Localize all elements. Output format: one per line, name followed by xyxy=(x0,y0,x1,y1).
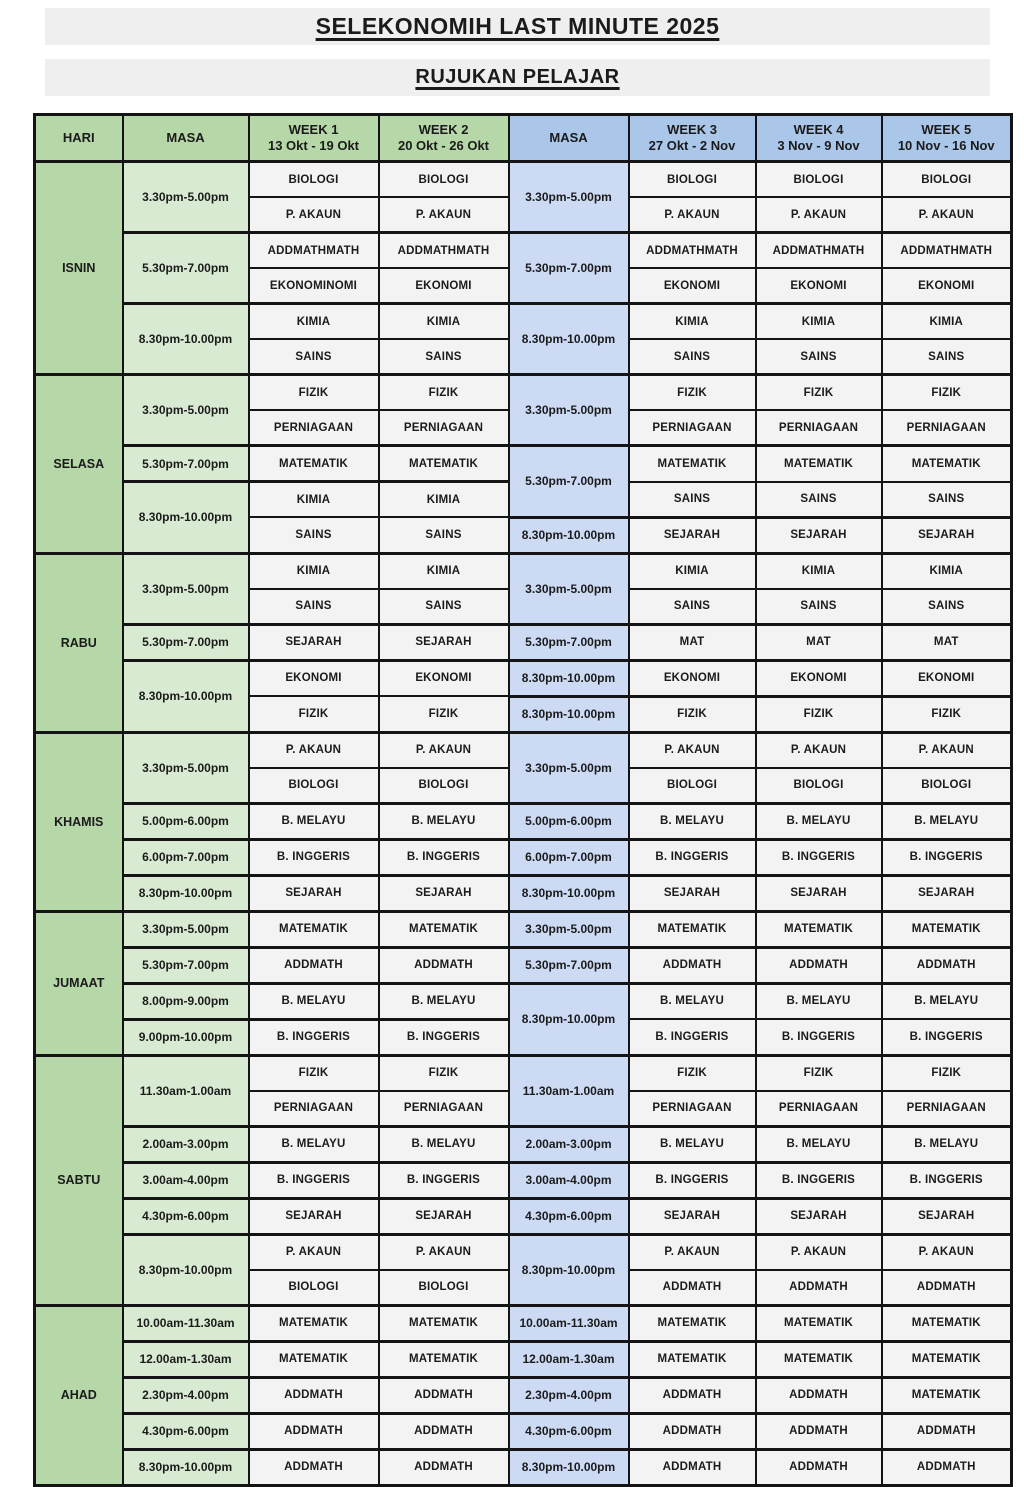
subject-cell-week4: MATEMATIK xyxy=(756,911,882,947)
time-cell-right: 6.00pm-7.00pm xyxy=(509,839,629,875)
subject-cell-week1: P. AKAUN xyxy=(249,197,379,233)
subject-cell-week5: SAINS xyxy=(882,339,1012,375)
subject-cell-week5: MAT xyxy=(882,624,1012,660)
subject-cell-week4: FIZIK xyxy=(756,1055,882,1091)
subject-cell-week2: SAINS xyxy=(379,339,509,375)
subject-cell-week4: ADDMATH xyxy=(756,947,882,983)
time-cell-left: 5.00pm-6.00pm xyxy=(123,803,249,839)
subject-cell-week3: B. INGGERIS xyxy=(629,1162,756,1198)
subject-cell-week5: B. MELAYU xyxy=(882,803,1012,839)
subject-cell-week2: KIMIA xyxy=(379,553,509,589)
time-cell-left: 5.30pm-7.00pm xyxy=(123,446,249,482)
subject-cell-week5: SAINS xyxy=(882,589,1012,625)
subject-cell-week4: EKONOMI xyxy=(756,268,882,304)
subject-cell-week1: MATEMATIK xyxy=(249,446,379,482)
subject-cell-week4: PERNIAGAAN xyxy=(756,1091,882,1127)
header-week4: WEEK 4 3 Nov - 9 Nov xyxy=(756,115,882,162)
timetable xyxy=(33,113,1013,1487)
subject-cell-week3: MATEMATIK xyxy=(629,911,756,947)
header-week5: WEEK 5 10 Nov - 16 Nov xyxy=(882,115,1012,162)
subject-cell-week3: PERNIAGAAN xyxy=(629,1091,756,1127)
subject-cell-week2: PERNIAGAAN xyxy=(379,410,509,446)
subject-cell-week1: PERNIAGAAN xyxy=(249,410,379,446)
subject-cell-week3: ADDMATH xyxy=(629,1449,756,1485)
timetable-row xyxy=(35,803,1012,839)
subject-cell-week2: B. MELAYU xyxy=(379,983,509,1019)
subject-cell-week4: PERNIAGAAN xyxy=(756,410,882,446)
header-week1: WEEK 1 13 Okt - 19 Okt xyxy=(249,115,379,162)
subject-cell-week2: EKONOMI xyxy=(379,268,509,304)
subject-cell-week3: SAINS xyxy=(629,589,756,625)
subject-cell-week1: ADDMATHMATH xyxy=(249,233,379,269)
time-cell-right: 8.30pm-10.00pm xyxy=(509,875,629,911)
subject-cell-week1: MATEMATIK xyxy=(249,911,379,947)
subject-cell-week1: B. INGGERIS xyxy=(249,839,379,875)
header-masa-left: MASA xyxy=(123,115,249,162)
timetable-row xyxy=(35,732,1012,768)
day-cell-khamis: KHAMIS xyxy=(35,732,123,911)
time-cell-right: 5.00pm-6.00pm xyxy=(509,803,629,839)
subject-cell-week5: SEJARAH xyxy=(882,875,1012,911)
header-week2: WEEK 2 20 Okt - 26 Okt xyxy=(379,115,509,162)
subject-cell-week5: PERNIAGAAN xyxy=(882,1091,1012,1127)
subject-cell-week5: B. MELAYU xyxy=(882,983,1012,1019)
subject-cell-week5: B. INGGERIS xyxy=(882,1019,1012,1055)
subject-cell-week2: B. INGGERIS xyxy=(379,1162,509,1198)
subject-cell-week5: BIOLOGI xyxy=(882,768,1012,804)
subject-cell-week2: PERNIAGAAN xyxy=(379,1091,509,1127)
subject-cell-week5: KIMIA xyxy=(882,304,1012,340)
subject-cell-week3: B. INGGERIS xyxy=(629,839,756,875)
time-cell-left: 2.00am-3.00pm xyxy=(123,1126,249,1162)
time-cell-right: 8.30pm-10.00pm xyxy=(509,1234,629,1305)
timetable-row xyxy=(35,1055,1012,1091)
subject-cell-week1: B. INGGERIS xyxy=(249,1162,379,1198)
subject-cell-week3: KIMIA xyxy=(629,304,756,340)
subject-cell-week2: ADDMATH xyxy=(379,1377,509,1413)
time-cell-right: 4.30pm-6.00pm xyxy=(509,1413,629,1449)
subject-cell-week3: ADDMATH xyxy=(629,1377,756,1413)
subject-cell-week1: MATEMATIK xyxy=(249,1305,379,1341)
time-cell-left: 5.30pm-7.00pm xyxy=(123,233,249,304)
subject-cell-week1: EKONOMI xyxy=(249,660,379,696)
subject-cell-week1: B. MELAYU xyxy=(249,983,379,1019)
time-cell-left: 8.30pm-10.00pm xyxy=(123,875,249,911)
subject-cell-week1: FIZIK xyxy=(249,375,379,411)
subject-cell-week1: ADDMATH xyxy=(249,947,379,983)
subject-cell-week5: ADDMATH xyxy=(882,1413,1012,1449)
subject-cell-week3: ADDMATH xyxy=(629,947,756,983)
subject-cell-week4: P. AKAUN xyxy=(756,732,882,768)
subject-cell-week3: MATEMATIK xyxy=(629,446,756,482)
subject-cell-week3: MATEMATIK xyxy=(629,1305,756,1341)
day-cell-jumaat: JUMAAT xyxy=(35,911,123,1055)
subject-cell-week2: FIZIK xyxy=(379,375,509,411)
subject-cell-week2: KIMIA xyxy=(379,304,509,340)
subject-cell-week1: ADDMATH xyxy=(249,1449,379,1485)
subject-cell-week1: P. AKAUN xyxy=(249,1234,379,1270)
subject-cell-week2: SEJARAH xyxy=(379,624,509,660)
subject-cell-week1: FIZIK xyxy=(249,1055,379,1091)
subject-cell-week2: BIOLOGI xyxy=(379,1270,509,1306)
subject-cell-week4: B. MELAYU xyxy=(756,803,882,839)
subject-cell-week2: SEJARAH xyxy=(379,1198,509,1234)
subject-cell-week3: FIZIK xyxy=(629,696,756,732)
subject-cell-week4: ADDMATH xyxy=(756,1413,882,1449)
subject-cell-week4: ADDMATH xyxy=(756,1377,882,1413)
subject-cell-week2: SAINS xyxy=(379,589,509,625)
time-cell-left: 8.30pm-10.00pm xyxy=(123,1449,249,1485)
page-subtitle: RUJUKAN PELAJAR xyxy=(415,66,620,88)
timetable-row xyxy=(35,375,1012,411)
subject-cell-week3: BIOLOGI xyxy=(629,162,756,198)
subject-cell-week1: PERNIAGAAN xyxy=(249,1091,379,1127)
subject-cell-week4: KIMIA xyxy=(756,304,882,340)
timetable-row xyxy=(35,1341,1012,1377)
main-title-band xyxy=(45,8,990,45)
timetable-row xyxy=(35,446,1012,482)
subject-cell-week2: MATEMATIK xyxy=(379,1305,509,1341)
subject-cell-week5: EKONOMI xyxy=(882,660,1012,696)
subject-cell-week3: ADDMATHMATH xyxy=(629,233,756,269)
time-cell-left: 6.00pm-7.00pm xyxy=(123,839,249,875)
subject-cell-week4: MATEMATIK xyxy=(756,1341,882,1377)
time-cell-right: 5.30pm-7.00pm xyxy=(509,233,629,304)
subject-cell-week4: MATEMATIK xyxy=(756,1305,882,1341)
subject-cell-week4: MATEMATIK xyxy=(756,446,882,482)
subject-cell-week2: MATEMATIK xyxy=(379,446,509,482)
timetable-row xyxy=(35,1413,1012,1449)
time-cell-right: 3.30pm-5.00pm xyxy=(509,911,629,947)
subject-cell-week3: SEJARAH xyxy=(629,517,756,553)
subject-cell-week1: ADDMATH xyxy=(249,1413,379,1449)
header-row xyxy=(35,115,1012,162)
subject-cell-week5: MATEMATIK xyxy=(882,446,1012,482)
subject-cell-week3: EKONOMI xyxy=(629,660,756,696)
timetable-row xyxy=(35,1234,1012,1270)
time-cell-right: 8.30pm-10.00pm xyxy=(509,1449,629,1485)
time-cell-right: 5.30pm-7.00pm xyxy=(509,947,629,983)
subject-cell-week1: SAINS xyxy=(249,589,379,625)
timetable-row xyxy=(35,660,1012,696)
time-cell-right: 12.00am-1.30am xyxy=(509,1341,629,1377)
subject-cell-week4: ADDMATHMATH xyxy=(756,233,882,269)
subject-cell-week3: B. MELAYU xyxy=(629,983,756,1019)
subject-cell-week1: KIMIA xyxy=(249,553,379,589)
time-cell-left: 3.30pm-5.00pm xyxy=(123,162,249,233)
time-cell-right: 8.30pm-10.00pm xyxy=(509,517,629,553)
time-cell-left: 11.30am-1.00am xyxy=(123,1055,249,1126)
subject-cell-week4: B. MELAYU xyxy=(756,1126,882,1162)
subject-cell-week2: B. MELAYU xyxy=(379,803,509,839)
subject-cell-week4: P. AKAUN xyxy=(756,1234,882,1270)
subject-cell-week4: SEJARAH xyxy=(756,517,882,553)
subject-cell-week3: BIOLOGI xyxy=(629,768,756,804)
timetable-row xyxy=(35,233,1012,269)
time-cell-left: 10.00am-11.30am xyxy=(123,1305,249,1341)
time-cell-left: 3.30pm-5.00pm xyxy=(123,553,249,624)
subject-cell-week2: ADDMATH xyxy=(379,947,509,983)
subject-cell-week1: P. AKAUN xyxy=(249,732,379,768)
subject-cell-week1: SEJARAH xyxy=(249,624,379,660)
timetable-row xyxy=(35,983,1012,1019)
subject-cell-week3: EKONOMI xyxy=(629,268,756,304)
subject-cell-week5: ADDMATH xyxy=(882,1270,1012,1306)
subject-cell-week2: FIZIK xyxy=(379,696,509,732)
time-cell-left: 5.30pm-7.00pm xyxy=(123,947,249,983)
subject-cell-week2: B. INGGERIS xyxy=(379,1019,509,1055)
time-cell-right: 8.30pm-10.00pm xyxy=(509,304,629,375)
time-cell-left: 3.30pm-5.00pm xyxy=(123,375,249,446)
time-cell-left: 12.00am-1.30am xyxy=(123,1341,249,1377)
subject-cell-week2: ADDMATH xyxy=(379,1449,509,1485)
subject-cell-week5: KIMIA xyxy=(882,553,1012,589)
time-cell-left: 3.30pm-5.00pm xyxy=(123,911,249,947)
subject-cell-week4: B. INGGERIS xyxy=(756,839,882,875)
time-cell-left: 5.30pm-7.00pm xyxy=(123,624,249,660)
subject-cell-week2: KIMIA xyxy=(379,482,509,518)
subject-cell-week3: SAINS xyxy=(629,339,756,375)
subject-cell-week3: P. AKAUN xyxy=(629,1234,756,1270)
subject-cell-week2: B. INGGERIS xyxy=(379,839,509,875)
subject-cell-week4: ADDMATH xyxy=(756,1449,882,1485)
time-cell-right: 2.30pm-4.00pm xyxy=(509,1377,629,1413)
subject-cell-week1: FIZIK xyxy=(249,696,379,732)
timetable-row xyxy=(35,911,1012,947)
subject-cell-week4: P. AKAUN xyxy=(756,197,882,233)
timetable-row xyxy=(35,1198,1012,1234)
timetable-row xyxy=(35,1449,1012,1485)
subject-cell-week5: FIZIK xyxy=(882,1055,1012,1091)
timetable-row xyxy=(35,1305,1012,1341)
time-cell-left: 8.00pm-9.00pm xyxy=(123,983,249,1019)
day-cell-ahad: AHAD xyxy=(35,1305,123,1485)
time-cell-right: 3.00am-4.00pm xyxy=(509,1162,629,1198)
time-cell-right: 8.30pm-10.00pm xyxy=(509,983,629,1055)
subject-cell-week1: B. MELAYU xyxy=(249,803,379,839)
timetable-row xyxy=(35,839,1012,875)
time-cell-left: 8.30pm-10.00pm xyxy=(123,660,249,732)
time-cell-right: 5.30pm-7.00pm xyxy=(509,624,629,660)
subject-cell-week5: MATEMATIK xyxy=(882,911,1012,947)
subject-cell-week5: MATEMATIK xyxy=(882,1305,1012,1341)
time-cell-right: 3.30pm-5.00pm xyxy=(509,162,629,233)
subject-cell-week3: FIZIK xyxy=(629,1055,756,1091)
subject-cell-week5: P. AKAUN xyxy=(882,732,1012,768)
subject-cell-week1: BIOLOGI xyxy=(249,768,379,804)
subject-cell-week5: PERNIAGAAN xyxy=(882,410,1012,446)
time-cell-right: 10.00am-11.30am xyxy=(509,1305,629,1341)
subject-cell-week2: EKONOMI xyxy=(379,660,509,696)
header-week3: WEEK 3 27 Okt - 2 Nov xyxy=(629,115,756,162)
subject-cell-week2: ADDMATHMATH xyxy=(379,233,509,269)
subject-cell-week5: P. AKAUN xyxy=(882,197,1012,233)
subject-cell-week2: P. AKAUN xyxy=(379,1234,509,1270)
subject-cell-week1: BIOLOGI xyxy=(249,1270,379,1306)
timetable-row xyxy=(35,1162,1012,1198)
timetable-row xyxy=(35,162,1012,198)
subject-cell-week1: BIOLOGI xyxy=(249,162,379,198)
subject-cell-week4: KIMIA xyxy=(756,553,882,589)
time-cell-right: 3.30pm-5.00pm xyxy=(509,732,629,803)
subject-cell-week5: P. AKAUN xyxy=(882,1234,1012,1270)
time-cell-left: 8.30pm-10.00pm xyxy=(123,304,249,375)
subject-cell-week2: MATEMATIK xyxy=(379,911,509,947)
timetable-row xyxy=(35,304,1012,340)
subject-cell-week4: SAINS xyxy=(756,339,882,375)
day-cell-isnin: ISNIN xyxy=(35,162,123,375)
subject-cell-week4: B. INGGERIS xyxy=(756,1019,882,1055)
subject-cell-week3: P. AKAUN xyxy=(629,732,756,768)
time-cell-right: 5.30pm-7.00pm xyxy=(509,446,629,518)
time-cell-left: 8.30pm-10.00pm xyxy=(123,1234,249,1305)
time-cell-right: 3.30pm-5.00pm xyxy=(509,375,629,446)
subject-cell-week5: FIZIK xyxy=(882,696,1012,732)
subject-cell-week5: ADDMATH xyxy=(882,947,1012,983)
subject-cell-week5: ADDMATHMATH xyxy=(882,233,1012,269)
subject-cell-week1: B. INGGERIS xyxy=(249,1019,379,1055)
subject-cell-week1: KIMIA xyxy=(249,482,379,518)
subject-cell-week3: PERNIAGAAN xyxy=(629,410,756,446)
subject-cell-week4: ADDMATH xyxy=(756,1270,882,1306)
subject-cell-week1: B. MELAYU xyxy=(249,1126,379,1162)
timetable-row xyxy=(35,1126,1012,1162)
day-cell-selasa: SELASA xyxy=(35,375,123,554)
subject-cell-week3: SEJARAH xyxy=(629,875,756,911)
subject-cell-week4: SEJARAH xyxy=(756,875,882,911)
subject-cell-week1: SAINS xyxy=(249,339,379,375)
subject-cell-week4: SEJARAH xyxy=(756,1198,882,1234)
subject-cell-week3: MAT xyxy=(629,624,756,660)
subject-cell-week3: ADDMATH xyxy=(629,1270,756,1306)
subject-cell-week3: SAINS xyxy=(629,482,756,518)
subject-cell-week3: KIMIA xyxy=(629,553,756,589)
subject-cell-week5: B. INGGERIS xyxy=(882,1162,1012,1198)
subject-cell-week1: SEJARAH xyxy=(249,875,379,911)
subject-cell-week2: SEJARAH xyxy=(379,875,509,911)
subject-cell-week3: B. MELAYU xyxy=(629,803,756,839)
subject-cell-week3: ADDMATH xyxy=(629,1413,756,1449)
subject-cell-week4: SAINS xyxy=(756,482,882,518)
time-cell-right: 4.30pm-6.00pm xyxy=(509,1198,629,1234)
subject-cell-week3: SEJARAH xyxy=(629,1198,756,1234)
subject-cell-week5: BIOLOGI xyxy=(882,162,1012,198)
subject-cell-week3: FIZIK xyxy=(629,375,756,411)
subject-cell-week4: MAT xyxy=(756,624,882,660)
subject-cell-week2: ADDMATH xyxy=(379,1413,509,1449)
timetable-row xyxy=(35,624,1012,660)
time-cell-right: 11.30am-1.00am xyxy=(509,1055,629,1126)
subject-cell-week5: EKONOMI xyxy=(882,268,1012,304)
time-cell-right: 8.30pm-10.00pm xyxy=(509,696,629,732)
timetable-row xyxy=(35,553,1012,589)
time-cell-left: 8.30pm-10.00pm xyxy=(123,482,249,554)
subject-cell-week2: SAINS xyxy=(379,517,509,553)
subject-cell-week4: B. INGGERIS xyxy=(756,1162,882,1198)
subject-cell-week5: B. MELAYU xyxy=(882,1126,1012,1162)
subject-cell-week4: EKONOMI xyxy=(756,660,882,696)
header-masa-right: MASA xyxy=(509,115,629,162)
subject-cell-week5: SAINS xyxy=(882,482,1012,518)
subject-cell-week2: BIOLOGI xyxy=(379,162,509,198)
time-cell-left: 3.30pm-5.00pm xyxy=(123,732,249,803)
subject-cell-week4: SAINS xyxy=(756,589,882,625)
subject-cell-week2: FIZIK xyxy=(379,1055,509,1091)
page-title: SELEKONOMIH LAST MINUTE 2025 xyxy=(315,13,720,39)
subject-cell-week5: SEJARAH xyxy=(882,1198,1012,1234)
subject-cell-week4: BIOLOGI xyxy=(756,162,882,198)
subject-cell-week1: ADDMATH xyxy=(249,1377,379,1413)
subject-cell-week5: ADDMATH xyxy=(882,1449,1012,1485)
header-hari: HARI xyxy=(35,115,123,162)
subject-cell-week5: SEJARAH xyxy=(882,517,1012,553)
subject-cell-week5: MATEMATIK xyxy=(882,1377,1012,1413)
subject-cell-week3: P. AKAUN xyxy=(629,197,756,233)
subject-cell-week1: MATEMATIK xyxy=(249,1341,379,1377)
timetable-row xyxy=(35,947,1012,983)
subject-cell-week2: P. AKAUN xyxy=(379,197,509,233)
subject-cell-week4: BIOLOGI xyxy=(756,768,882,804)
subject-cell-week5: FIZIK xyxy=(882,375,1012,411)
subject-cell-week4: B. MELAYU xyxy=(756,983,882,1019)
subject-cell-week2: B. MELAYU xyxy=(379,1126,509,1162)
subject-cell-week2: BIOLOGI xyxy=(379,768,509,804)
time-cell-right: 3.30pm-5.00pm xyxy=(509,553,629,624)
time-cell-left: 3.00am-4.00pm xyxy=(123,1162,249,1198)
subject-cell-week1: EKONOMINOMI xyxy=(249,268,379,304)
time-cell-right: 8.30pm-10.00pm xyxy=(509,660,629,696)
timetable-row xyxy=(35,1377,1012,1413)
time-cell-left: 4.30pm-6.00pm xyxy=(123,1198,249,1234)
time-cell-left: 9.00pm-10.00pm xyxy=(123,1019,249,1055)
time-cell-left: 2.30pm-4.00pm xyxy=(123,1377,249,1413)
subject-cell-week4: FIZIK xyxy=(756,375,882,411)
day-cell-rabu: RABU xyxy=(35,553,123,732)
day-cell-sabtu: SABTU xyxy=(35,1055,123,1305)
timetable-row xyxy=(35,875,1012,911)
subtitle-band xyxy=(45,59,990,96)
subject-cell-week1: SAINS xyxy=(249,517,379,553)
subject-cell-week2: P. AKAUN xyxy=(379,732,509,768)
subject-cell-week3: B. MELAYU xyxy=(629,1126,756,1162)
time-cell-right: 2.00am-3.00pm xyxy=(509,1126,629,1162)
subject-cell-week1: KIMIA xyxy=(249,304,379,340)
subject-cell-week1: SEJARAH xyxy=(249,1198,379,1234)
time-cell-left: 4.30pm-6.00pm xyxy=(123,1413,249,1449)
subject-cell-week5: MATEMATIK xyxy=(882,1341,1012,1377)
subject-cell-week2: MATEMATIK xyxy=(379,1341,509,1377)
subject-cell-week5: B. INGGERIS xyxy=(882,839,1012,875)
subject-cell-week3: MATEMATIK xyxy=(629,1341,756,1377)
subject-cell-week3: B. INGGERIS xyxy=(629,1019,756,1055)
subject-cell-week4: FIZIK xyxy=(756,696,882,732)
